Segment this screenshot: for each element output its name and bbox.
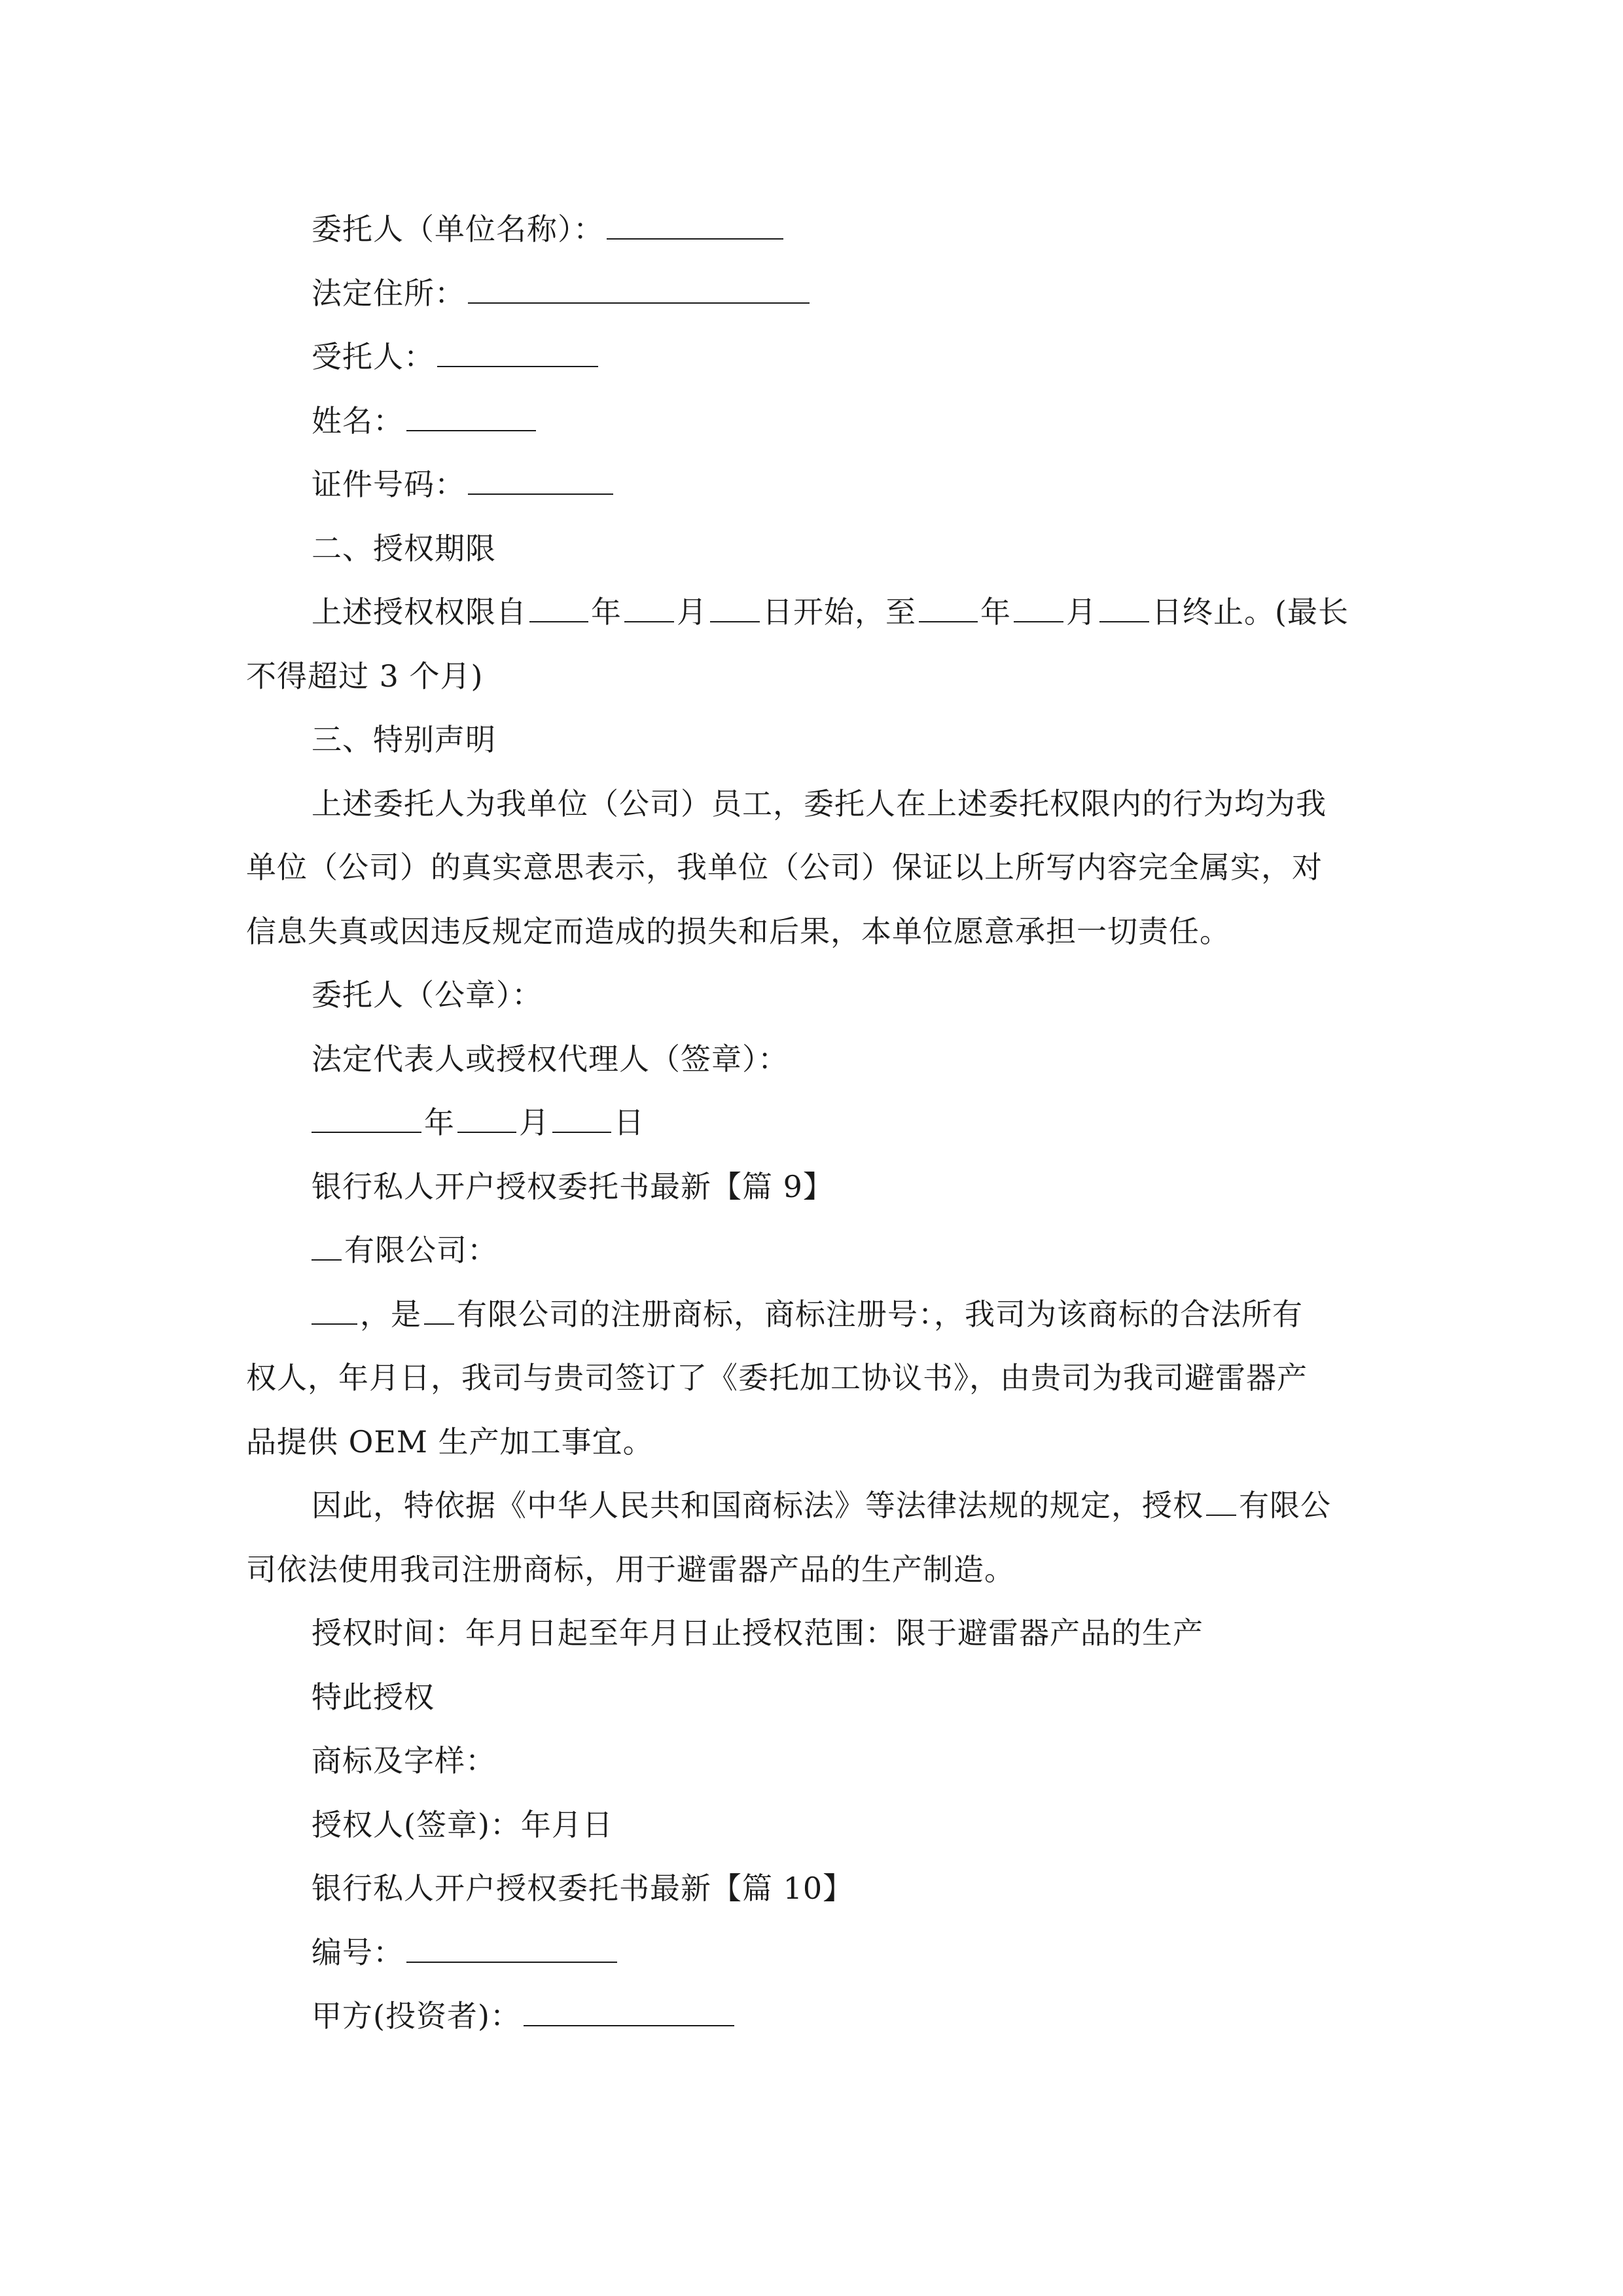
client-seal-label: 委托人（公章）：: [312, 977, 543, 1013]
authorization-text-b: 有限公: [1239, 1488, 1331, 1523]
id-number-blank[interactable]: [468, 467, 613, 495]
trademark-paragraph-line-2: 权人，年月日，我司与贵司签订了《委托加工协议书》，由贵司为我司避雷器产: [246, 1360, 1308, 1395]
name-label: 姓名：: [312, 403, 404, 439]
addressee-label: 有限公司：: [344, 1232, 498, 1268]
day-text: 日: [614, 1105, 645, 1140]
hereby-authorize: 特此授权: [312, 1679, 435, 1715]
statement-paragraph-line-1: 上述委托人为我单位（公司）员工，委托人在上述委托权限内的行为均为我: [312, 785, 1327, 821]
trademark-text-b: 有限公司的注册商标，商标注册号：，我司为该商标的合法所有: [457, 1296, 1303, 1332]
start-month-blank[interactable]: [624, 595, 674, 622]
year-text: 年: [424, 1105, 455, 1140]
trustee-blank[interactable]: [437, 340, 598, 367]
legal-address-blank[interactable]: [468, 276, 810, 304]
authorization-paragraph-line-2: 司依法使用我司注册商标，用于避雷器产品的生产制造。: [246, 1551, 1015, 1587]
month-text: 月: [677, 594, 707, 630]
month-text: 月: [519, 1105, 550, 1140]
id-number-label: 证件号码：: [312, 467, 465, 502]
trademark-paragraph-line-3: 品提供 OEM 生产加工事宜。: [246, 1424, 654, 1460]
authorized-company-blank[interactable]: [1206, 1488, 1236, 1516]
trademark-name-blank[interactable]: [312, 1297, 357, 1325]
section-heading-authorization-period: 二、授权期限: [312, 530, 496, 566]
article-heading-10: 银行私人开户授权委托书最新【篇 10】: [312, 1871, 854, 1906]
end-month-blank[interactable]: [1014, 595, 1063, 622]
serial-number-line: [246, 1921, 1378, 1985]
sign-month-blank[interactable]: [457, 1105, 516, 1133]
month-text: 月: [1066, 594, 1097, 630]
year-text: 年: [591, 594, 622, 630]
period-text-end: 日终止。(最长: [1152, 594, 1349, 630]
party-a-investor-label: 甲方(投资者)：: [312, 1998, 521, 2034]
statement-paragraph-line-3: 信息失真或因违反规定而造成的损失和后果，本单位愿意承担一切责任。: [246, 913, 1230, 949]
authorization-period-line: [246, 581, 1378, 645]
start-day-blank[interactable]: [710, 595, 760, 622]
party-a-investor-line: [246, 1984, 1378, 2049]
name-blank[interactable]: [406, 404, 536, 431]
client-unit-name-line: [246, 198, 1378, 262]
trademark-text-a: ，是: [360, 1296, 421, 1332]
client-unit-name-blank[interactable]: [607, 212, 783, 240]
article-heading-9: 银行私人开户授权委托书最新【篇 9】: [312, 1168, 834, 1204]
addressee-line: [246, 1219, 1378, 1283]
trademark-paragraph-line-1: [246, 1283, 1378, 1347]
legal-address-label: 法定住所：: [312, 275, 465, 311]
year-text: 年: [980, 594, 1011, 630]
name-line: [246, 389, 1378, 454]
serial-number-blank[interactable]: [406, 1935, 617, 1963]
authorization-paragraph-line-1: [246, 1474, 1378, 1538]
period-limit-note: 不得超过 3 个月): [246, 658, 484, 694]
id-number-line: [246, 453, 1378, 517]
end-year-blank[interactable]: [919, 595, 978, 622]
section-heading-special-statement: 三、特别声明: [312, 722, 496, 757]
serial-number-label: 编号：: [312, 1934, 404, 1970]
legal-address-line: [246, 262, 1378, 326]
end-day-blank[interactable]: [1099, 595, 1149, 622]
party-a-investor-blank[interactable]: [524, 1999, 734, 2026]
authorization-text-a: 因此，特依据《中华人民共和国商标法》等法律法规的规定，授权: [312, 1488, 1204, 1523]
authorization-time-scope: 授权时间：年月日起至年月日止授权范围：限于避雷器产品的生产: [312, 1615, 1204, 1651]
signature-date-line: [246, 1091, 1378, 1155]
trademark-company-blank[interactable]: [424, 1297, 454, 1325]
client-unit-name-label: 委托人（单位名称）：: [312, 211, 604, 247]
authorizer-signature-date: 授权人(签章)：年月日: [312, 1806, 613, 1842]
sign-year-blank[interactable]: [312, 1105, 421, 1133]
trademark-and-wording-label: 商标及字样：: [312, 1743, 496, 1778]
legal-representative-signature-label: 法定代表人或授权代理人（签章）：: [312, 1041, 789, 1077]
document-body: [246, 198, 1378, 2049]
company-name-blank[interactable]: [312, 1233, 342, 1261]
start-year-blank[interactable]: [529, 595, 588, 622]
trustee-line: [246, 325, 1378, 389]
statement-paragraph-line-2: 单位（公司）的真实意思表示，我单位（公司）保证以上所写内容完全属实，对: [246, 850, 1323, 885]
trustee-label: 受托人：: [312, 339, 435, 374]
period-text-mid: 日开始，至: [762, 594, 916, 630]
period-text-start: 上述授权权限自: [312, 594, 527, 630]
sign-day-blank[interactable]: [552, 1105, 611, 1133]
